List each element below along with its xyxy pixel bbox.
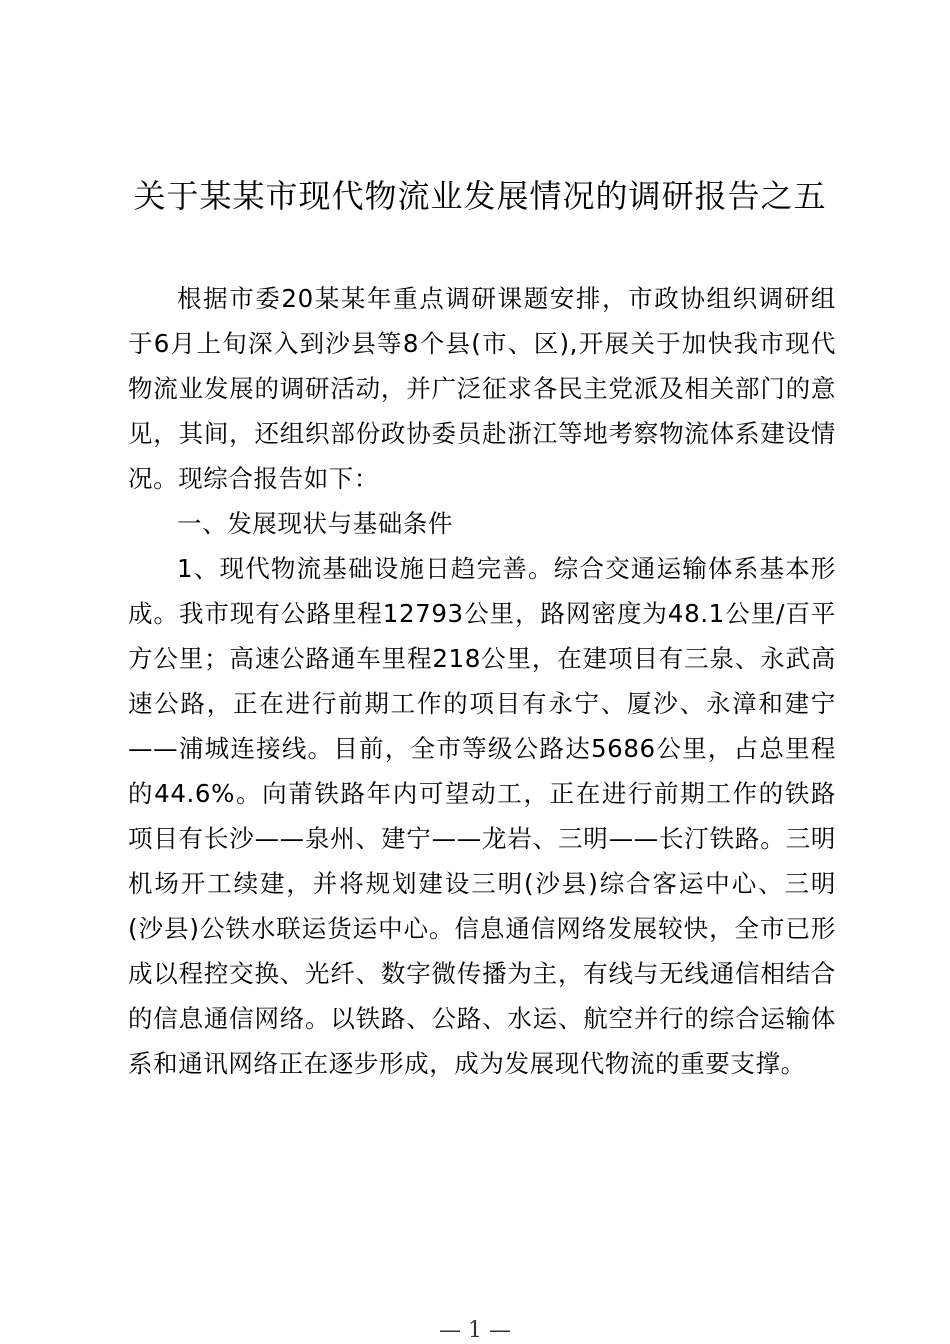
document-body [128,276,836,1086]
section-heading: 一、发展现状与基础条件 [177,509,454,538]
page-number: — 1 — [439,1318,511,1343]
paragraph-infrastructure: 1、现代物流基础设施日趋完善。综合交通运输体系基本形成。我市现有公路里程12793公里，路网密度为48.1公里/百平方公里；高速公路通车里程218公里，在建项目有三泉、永武高速公路，正在进行前期工作的项目有永宁、厦沙、永漳和建宁——浦城连接线。目前，全市等级公路达5686公里，占总里程的44.6%。向莆铁路年内可望动工，正在进行前期工作的铁路项目有长沙——泉州、建宁——龙岩、三明——长汀铁路。三明机场开工续建，并将规划建设三明(沙县)综合客运中心、三明(沙县)公铁水联运货运中心。信息通信网络发展较快，全市已形成以程控交换、光纤、数字微传播为主，有线与无线通信相结合的信息通信网络。以铁路、公路、水运、航空并行的综合运输体系和通讯网络正在逐步形成，成为发展现代物流的重要支撑。 [128,554,836,1078]
document-title: 关于某某市现代物流业发展情况的调研报告之五 [133,177,827,215]
paragraph-intro: 根据市委20某某年重点调研课题安排，市政协组织调研组于6月上旬深入到沙县等8个县(市、区),开展关于加快我市现代物流业发展的调研活动，并广泛征求各民主党派及相关部门的意见，其间，还组织部份政协委员赴浙江等地考察物流体系建设情况。现综合报告如下： [128,284,836,493]
